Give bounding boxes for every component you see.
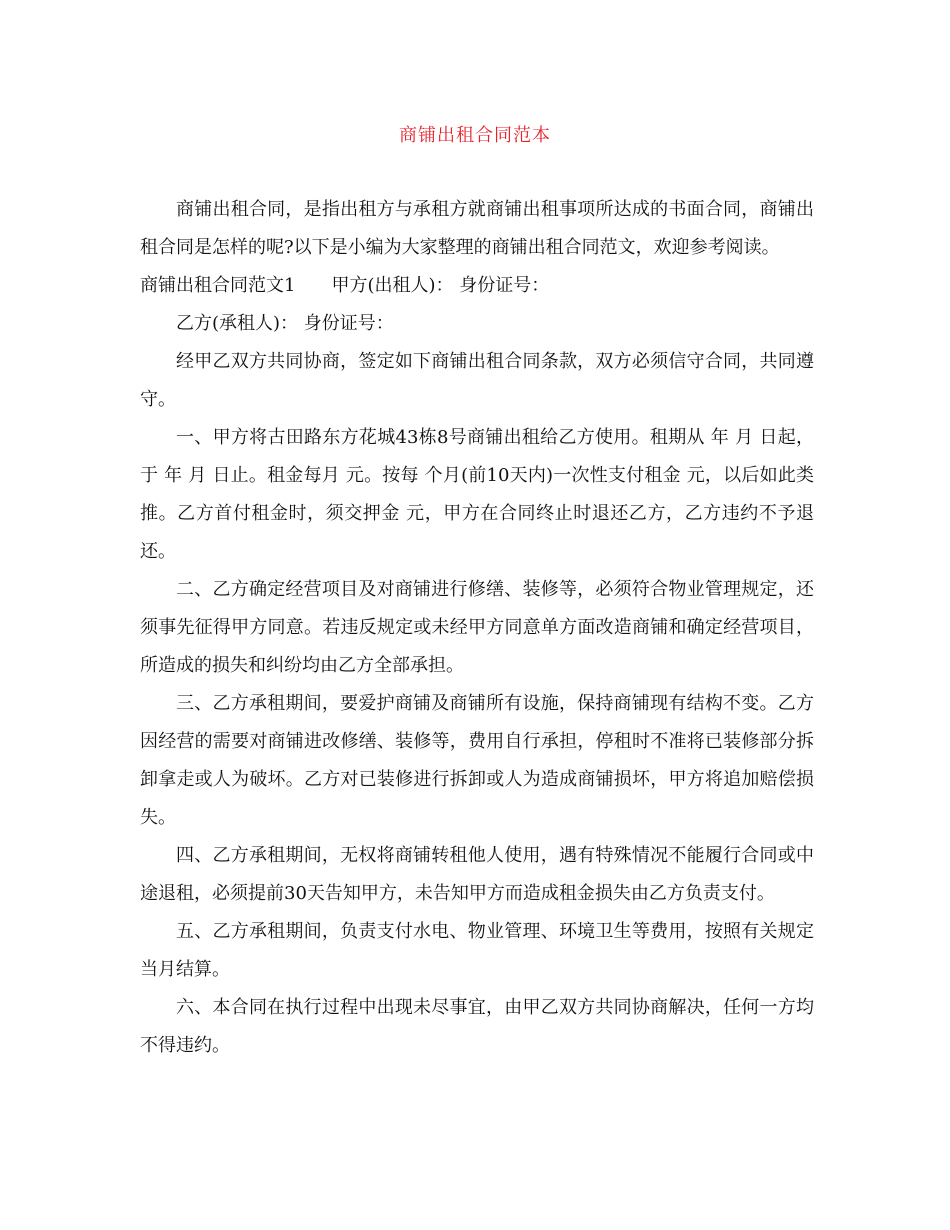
clause-3: 三、乙方承租期间，要爱护商铺及商铺所有设施，保持商铺现有结构不变。乙方因经营的需要对商铺进改修缮、装修等，费用自行承担，停租时不准将已装修部分拆卸拿走或人为破坏。乙方对已装修进行拆卸或人为造成商铺损坏，甲方将追加赔偿损失。 bbox=[140, 693, 814, 828]
clause-4: 四、乙方承租期间，无权将商铺转租他人使用，遇有特殊情况不能履行合同或中途退租，必须提前30天告知甲方，未告知甲方而造成租金损失由乙方负责支付。 bbox=[140, 845, 814, 904]
clause-5: 五、乙方承租期间，负责支付水电、物业管理、环境卫生等费用，按照有关规定当月结算。 bbox=[140, 921, 814, 980]
party-a-line: 甲方(出租人)： 身份证号： bbox=[331, 275, 550, 296]
preamble-paragraph: 经甲乙双方共同协商，签定如下商铺出租合同条款，双方必须信守合同，共同遵守。 bbox=[140, 351, 814, 410]
clause-6: 六、本合同在执行过程中出现未尽事宜，由甲乙双方共同协商解决，任何一方均不得违约。 bbox=[140, 997, 814, 1056]
clause-2: 二、乙方确定经营项目及对商铺进行修缮、装修等，必须符合物业管理规定，还须事先征得甲方同意。若违反规定或未经甲方同意单方面改造商铺和确定经营项目，所造成的损失和纠纷均由乙方全部承担。 bbox=[140, 579, 814, 676]
party-b-line: 乙方(承租人)： 身份证号： bbox=[176, 313, 394, 334]
sample-heading-line bbox=[140, 267, 814, 305]
clause-1: 一、甲方将古田路东方花城43栋8号商铺出租给乙方使用。租期从 年 月 日起，于 年 月 日止。租金每月 元。按每 个月(前10天内)一次性支付租金 元，以后如此类推。乙方首付租金时，须交押金 元，甲方在合同终止时退还乙方，乙方违约不予退还。 bbox=[140, 427, 814, 562]
document-body bbox=[140, 191, 814, 1065]
document-title: 商铺出租合同范本 bbox=[399, 125, 551, 146]
intro-paragraph: 商铺出租合同，是指出租方与承租方就商铺出租事项所达成的书面合同，商铺出租合同是怎样的呢?以下是小编为大家整理的商铺出租合同范文，欢迎参考阅读。 bbox=[140, 199, 814, 258]
sample-heading: 商铺出租合同范文1 bbox=[140, 275, 296, 296]
